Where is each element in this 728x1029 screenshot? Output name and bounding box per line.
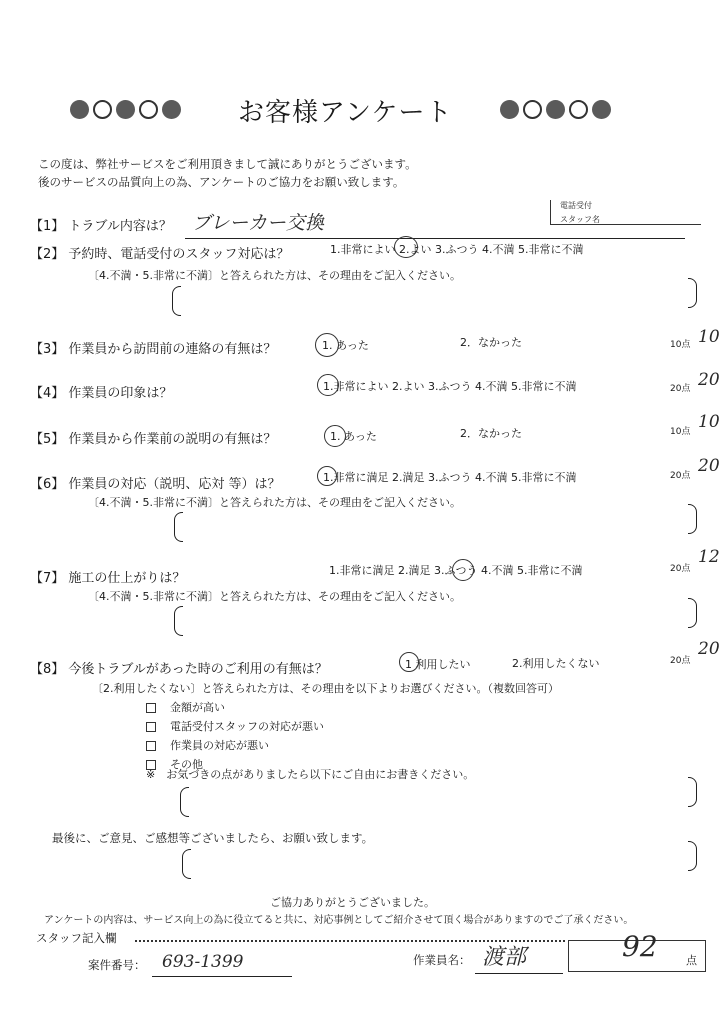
q8-score: 20 (698, 639, 720, 659)
q7-points: 20点 (670, 564, 691, 574)
q4-points: 20点 (670, 384, 691, 394)
worker-name-value: 渡部 (482, 945, 527, 970)
q8-reason-1: 金額が高い (146, 699, 225, 715)
q8-selected-circle (399, 652, 419, 672)
usage-notice: アンケートの内容は、サービス向上の為に役立てると共に、対応事例としてご紹介させて頂く場合がありますのでご了承ください。 (44, 915, 634, 926)
closing-bracket-left (182, 849, 191, 879)
q6-score: 20 (698, 456, 720, 476)
q2-reason-bracket-left (172, 286, 181, 316)
q8-points: 20点 (670, 656, 691, 666)
q8-reason-3: 作業員の対応が悪い (146, 737, 269, 753)
q5-label: 【5】 作業員から作業前の説明の有無は？ (30, 432, 277, 447)
staff-box-label-2: スタッフ名 (560, 215, 600, 224)
q3-points: 10点 (670, 340, 691, 350)
q1-handwritten-answer: ブレーカー交換 (192, 212, 324, 234)
q6-label: 【6】 作業員の対応（説明、応対 等）は？ (30, 477, 281, 492)
total-score-value: 92 (622, 930, 658, 963)
thanks-text: ご協力ありがとうございました。 (270, 896, 435, 909)
q6-points: 20点 (670, 471, 691, 481)
q7-selected-circle (452, 559, 474, 581)
staff-box-label-1: 電話受付 (560, 201, 592, 210)
q8-option-1: 1 利用したい (405, 658, 471, 671)
q2-label: 【2】 予約時、電話受付のスタッフ対応は？ (30, 247, 290, 262)
q7-reason-bracket-right (688, 598, 697, 628)
q1-answer-underline (185, 238, 685, 239)
q8-option-2: 2.利用したくない (512, 657, 600, 670)
q4-options: 1.非常によい 2.よい 3.ふつう 4.不満 5.非常に不満 (323, 380, 577, 393)
q3-label: 【3】 作業員から訪問前の連絡の有無は？ (30, 342, 277, 357)
case-number-underline (152, 976, 292, 977)
closing-prompt: 最後に、ご意見、ご感想等ございましたら、お願い致します。 (52, 831, 374, 845)
q7-score: 12 (698, 547, 720, 567)
q5-option-1: 1. あった (330, 430, 377, 443)
q8-reason-2: 電話受付スタッフの対応が悪い (146, 718, 324, 734)
intro-line-2: 後のサービスの品質向上の為、アンケートのご協力をお願い致します。 (38, 175, 405, 189)
checkbox-icon (146, 722, 156, 732)
q3-option-1: 1. あった (322, 339, 369, 352)
intro-line-1: この度は、弊社サービスをご利用頂きまして誠にありがとうございます。 (38, 157, 417, 171)
page-title: お客様アンケート (238, 98, 453, 128)
q2-reason-bracket-right (688, 278, 697, 308)
checkbox-icon (146, 703, 156, 713)
q1-label: 【1】 トラブル内容は？ (30, 219, 172, 234)
q6-reason-bracket-right (688, 504, 697, 534)
q8-free-comment-prompt: ※ お気づきの点がありましたら以下にご自由にお書きください。 (146, 768, 475, 781)
q5-selected-circle (324, 425, 346, 447)
q7-options: 1.非常に満足 2.満足 3.ふつう 4.不満 5.非常に不満 (329, 564, 583, 577)
staff-section-label: スタッフ記入欄 (36, 931, 117, 945)
q8-note: 〔2.利用したくない〕と答えられた方は、その理由を以下よりお選びください。（複数回答可） (92, 682, 559, 695)
q2-note: 〔4.不満・5.非常に不満〕と答えられた方は、その理由をご記入ください。 (88, 269, 461, 282)
q4-label: 【4】 作業員の印象は？ (30, 386, 173, 401)
right-dot-ornament (500, 100, 611, 119)
q6-reason-bracket-left (174, 512, 183, 542)
worker-name-underline (475, 973, 563, 974)
q7-reason-bracket-left (174, 606, 183, 636)
q4-score: 20 (698, 370, 720, 390)
q3-selected-circle (315, 333, 339, 357)
left-dot-ornament (70, 100, 181, 119)
q4-selected-circle (317, 374, 339, 396)
q6-note: 〔4.不満・5.非常に不満〕と答えられた方は、その理由をご記入ください。 (88, 496, 461, 509)
q6-options: 1.非常に満足 2.満足 3.ふつう 4.不満 5.非常に不満 (323, 471, 577, 484)
q7-note: 〔4.不満・5.非常に不満〕と答えられた方は、その理由をご記入ください。 (88, 590, 461, 603)
q5-points: 10点 (670, 427, 691, 437)
closing-bracket-right (688, 841, 697, 871)
q8-label: 【8】 今後トラブルがあった時のご利用の有無は？ (30, 662, 328, 677)
q5-score: 10 (698, 412, 720, 432)
q3-score: 10 (698, 327, 720, 347)
case-number-label: 案件番号： (88, 958, 146, 972)
q5-option-2: 2．なかった (460, 427, 522, 440)
q2-selected-circle (394, 236, 418, 258)
q8-comment-bracket-left (180, 787, 189, 817)
worker-name-label: 作業員名： (413, 953, 471, 967)
q8-reason-4: その他 (146, 756, 203, 772)
q3-option-2: 2．なかった (460, 336, 522, 349)
q7-label: 【7】 施工の仕上がりは？ (30, 571, 186, 586)
checkbox-icon (146, 741, 156, 751)
q2-options: 1.非常によい 2.よい 3.ふつう 4.不満 5.非常に不満 (330, 243, 584, 256)
case-number-value: 693-1399 (162, 952, 244, 972)
q6-selected-circle (317, 466, 337, 486)
q8-comment-bracket-right (688, 777, 697, 807)
total-score-unit: 点 (686, 954, 697, 967)
